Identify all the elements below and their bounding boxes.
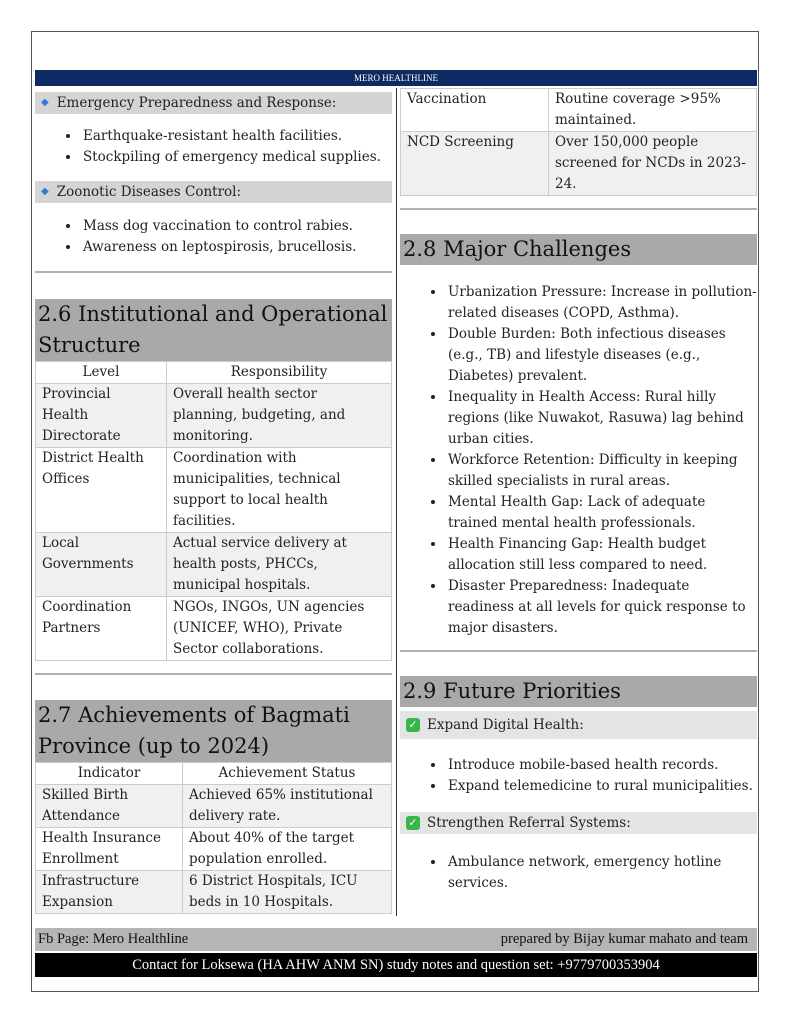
achievements-table <box>35 762 392 914</box>
table-cell: Coordination Partners <box>36 597 167 661</box>
right-column <box>400 88 757 894</box>
section-heading-2-8: 2.8 Major Challenges <box>400 234 757 265</box>
left-column <box>35 88 392 914</box>
footer-credits <box>35 928 757 951</box>
check-icon: ✓ <box>406 718 420 732</box>
list-item: • Ambulance network, emergency hotline services. <box>446 852 757 894</box>
emergency-list <box>35 126 392 168</box>
section-heading-2-6: 2.6 Institutional and Operational Structure <box>35 299 392 361</box>
column-divider <box>396 88 397 916</box>
table-header-row <box>36 763 392 785</box>
referral-list <box>400 852 757 894</box>
table-cell: Coordination with municipalities, technical support to local health facilities. <box>167 448 392 533</box>
header-title: MERO HEALTHLINE <box>354 73 438 83</box>
table-cell: About 40% of the target population enrolled. <box>183 828 392 871</box>
table-header-cell: Level <box>36 362 167 384</box>
diamond-bullet-icon: ◆ <box>41 97 49 108</box>
challenges-list <box>400 282 757 639</box>
table-cell: Skilled Birth Attendance <box>36 785 183 828</box>
digital-health-list <box>400 755 757 797</box>
table-row <box>36 384 392 448</box>
zoonotic-list <box>35 216 392 258</box>
table-row <box>36 448 392 533</box>
table-header-cell: Achievement Status <box>183 763 392 785</box>
table-cell: Health Insurance Enrollment <box>36 828 183 871</box>
table-cell: NCD Screening <box>401 132 549 196</box>
table-header-row <box>36 362 392 384</box>
table-row <box>401 132 757 196</box>
zoonotic-subheading <box>35 181 392 203</box>
section-divider <box>400 208 757 210</box>
table-cell: Local Governments <box>36 533 167 597</box>
contact-text: Contact for Loksewa (HA AHW ANM SN) study notes and question set: +9779700353904 <box>132 957 660 973</box>
list-item: • Mass dog vaccination to control rabies. <box>81 216 392 237</box>
structure-table <box>35 361 392 661</box>
table-cell: Routine coverage >95% maintained. <box>549 89 757 132</box>
table-cell: Overall health sector planning, budgeting, and monitoring. <box>167 384 392 448</box>
section-divider <box>35 271 392 273</box>
footer-contact <box>35 953 757 977</box>
list-item: • Health Financing Gap: Health budget allocation still less compared to need. <box>446 534 757 576</box>
list-item: • Urbanization Pressure: Increase in pollution-related diseases (COPD, Asthma). <box>446 282 757 324</box>
table-row <box>36 785 392 828</box>
table-row <box>36 533 392 597</box>
table-cell: Over 150,000 people screened for NCDs in 2023-24. <box>549 132 757 196</box>
table-header-cell: Responsibility <box>167 362 392 384</box>
list-item: • Disaster Preparedness: Inadequate readiness at all levels for quick response to major disasters. <box>446 576 757 639</box>
table-cell: District Health Offices <box>36 448 167 533</box>
section-heading-2-7: 2.7 Achievements of Bagmati Province (up to 2024) <box>35 700 392 762</box>
section-divider <box>400 650 757 652</box>
coverage-table <box>400 88 757 196</box>
list-item: • Workforce Retention: Difficulty in keeping skilled specialists in rural areas. <box>446 450 757 492</box>
table-cell: Infrastructure Expansion <box>36 871 183 914</box>
section-heading-2-9: 2.9 Future Priorities <box>400 676 757 707</box>
table-header-cell: Indicator <box>36 763 183 785</box>
check-icon: ✓ <box>406 816 420 830</box>
table-row <box>36 597 392 661</box>
table-row <box>36 871 392 914</box>
table-cell: NGOs, INGOs, UN agencies (UNICEF, WHO), Private Sector collaborations. <box>167 597 392 661</box>
table-cell: Vaccination <box>401 89 549 132</box>
list-item: • Introduce mobile-based health records. <box>446 755 757 776</box>
list-item: • Expand telemedicine to rural municipalities. <box>446 776 757 797</box>
table-cell: Actual service delivery at health posts, PHCCs, municipal hospitals. <box>167 533 392 597</box>
prepared-by-label: prepared by Bijay kumar mahato and team <box>500 931 748 947</box>
zoonotic-title: Zoonotic Diseases Control: <box>56 184 242 200</box>
list-item: • Inequality in Health Access: Rural hilly regions (like Nuwakot, Rasuwa) lag behind urban cities. <box>446 387 757 450</box>
table-row <box>36 828 392 871</box>
emergency-subheading <box>35 92 392 114</box>
referral-title: Strengthen Referral Systems: <box>427 815 631 831</box>
table-row <box>401 89 757 132</box>
list-item: • Earthquake-resistant health facilities. <box>81 126 392 147</box>
list-item: • Mental Health Gap: Lack of adequate trained mental health professionals. <box>446 492 757 534</box>
table-cell: 6 District Hospitals, ICU beds in 10 Hospitals. <box>183 871 392 914</box>
table-cell: Achieved 65% institutional delivery rate. <box>183 785 392 828</box>
emergency-title: Emergency Preparedness and Response: <box>56 95 337 111</box>
digital-health-subheading <box>400 711 757 739</box>
referral-subheading <box>400 812 757 834</box>
list-item: • Awareness on leptospirosis, brucellosis. <box>81 237 392 258</box>
list-item: • Stockpiling of emergency medical supplies. <box>81 147 392 168</box>
section-divider <box>35 673 392 675</box>
facebook-page-label: Fb Page: Mero Healthline <box>38 931 189 947</box>
digital-health-title: Expand Digital Health: <box>427 717 584 733</box>
header-bar <box>35 70 757 86</box>
diamond-bullet-icon: ◆ <box>41 186 49 197</box>
table-cell: Provincial Health Directorate <box>36 384 167 448</box>
list-item: • Double Burden: Both infectious diseases (e.g., TB) and lifestyle diseases (e.g., Diabetes) prevalent. <box>446 324 757 387</box>
